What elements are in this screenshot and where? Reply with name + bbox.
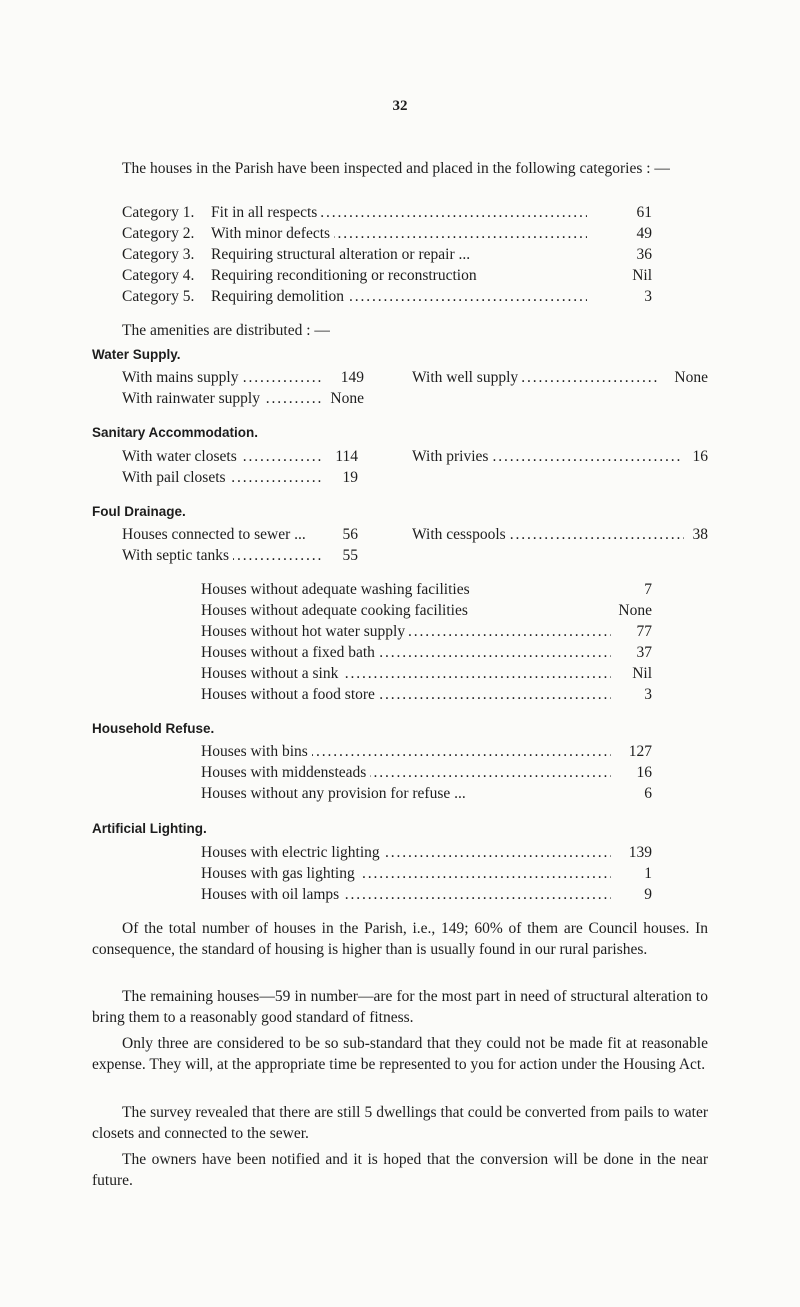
facility-label: Houses without hot water supply . . . <box>201 621 611 642</box>
category-desc: Requiring structural alteration or repair ... <box>211 246 471 263</box>
category-desc: Requiring reconditioning or reconstruction <box>211 267 477 284</box>
drainage-left-value: 55 <box>342 547 358 564</box>
facility-value: Nil <box>632 665 652 682</box>
category-desc: Fit in all respects . . . <box>211 202 587 223</box>
categories-intro: The houses in the Parish have been inspected and placed in the following categories : — <box>122 160 670 177</box>
facility-value: 3 <box>644 686 652 703</box>
paragraph: The owners have been notified and it is hoped that the conversion will be done in the near future. <box>92 1151 708 1189</box>
category-label: Category 4. <box>122 267 195 284</box>
facility-value: None <box>618 602 652 619</box>
refuse-heading: Household Refuse. <box>92 721 215 736</box>
drainage-right-value: 38 <box>692 526 708 543</box>
category-label: Category 2. <box>122 225 195 242</box>
drainage-heading: Foul Drainage. <box>92 504 186 519</box>
category-label: Category 5. <box>122 288 195 305</box>
lighting-heading: Artificial Lighting. <box>92 821 207 836</box>
sanitary-heading: Sanitary Accommodation. <box>92 425 259 440</box>
facility-label: Houses without a fixed bath . . . <box>201 642 611 663</box>
water-right-label: With well supply . . . <box>412 367 658 388</box>
category-value: 3 <box>644 288 652 305</box>
refuse-value: 6 <box>644 785 652 802</box>
lighting-label: Houses with electric lighting . . . <box>201 842 611 863</box>
facility-label: Houses without adequate cooking facilities <box>201 602 468 619</box>
lighting-label: Houses with gas lighting . . . <box>201 863 611 884</box>
refuse-label: Houses without any provision for refuse ... <box>201 785 466 802</box>
water-left-value: 149 <box>340 369 364 386</box>
water-left-label: With rainwater supply . . . <box>122 388 322 409</box>
sanitary-left-value: 114 <box>335 448 358 465</box>
category-desc: With minor defects . . . <box>211 223 587 244</box>
facility-label: Houses without adequate washing facilities <box>201 581 470 598</box>
paragraph: The remaining houses—59 in number—are for the most part in need of structural alteration to bring them to a reasonably good standard of fitness. <box>92 988 708 1026</box>
water-supply-heading: Water Supply. <box>92 347 181 362</box>
drainage-left-label: Houses connected to sewer ... <box>122 526 306 543</box>
category-value: 61 <box>636 204 652 221</box>
sanitary-right-value: 16 <box>692 448 708 465</box>
sanitary-right-label: With privies . . . <box>412 446 682 467</box>
sanitary-left-value: 19 <box>342 469 358 486</box>
drainage-right-label: With cesspools . . . <box>412 524 684 545</box>
category-value: Nil <box>632 267 652 284</box>
category-value: 36 <box>636 246 652 263</box>
water-left-label: With mains supply . . . <box>122 367 322 388</box>
lighting-label: Houses with oil lamps . . . <box>201 884 611 905</box>
refuse-label: Houses with middensteads . . . <box>201 762 611 783</box>
drainage-left-label: With septic tanks . . . <box>122 545 322 566</box>
refuse-value: 127 <box>628 743 652 760</box>
facility-value: 7 <box>644 581 652 598</box>
facility-value: 37 <box>636 644 652 661</box>
drainage-left-value: 56 <box>342 526 358 543</box>
facility-label: Houses without a food store . . . <box>201 684 611 705</box>
water-right-value: None <box>674 369 708 386</box>
category-desc: Requiring demolition . . . <box>211 286 587 307</box>
category-label: Category 3. <box>122 246 195 263</box>
paragraph: Only three are considered to be so sub-standard that they could not be made fit at reasonable expense. They will, at the appropriate time be represented to you for action under the Housing Act. <box>92 1035 708 1073</box>
facility-value: 77 <box>636 623 652 640</box>
water-left-value: None <box>330 390 364 407</box>
facility-label: Houses without a sink . . . <box>201 663 611 684</box>
sanitary-left-label: With pail closets . . . <box>122 467 322 488</box>
refuse-value: 16 <box>636 764 652 781</box>
lighting-value: 139 <box>628 844 652 861</box>
lighting-value: 9 <box>644 886 652 903</box>
sanitary-left-label: With water closets . . . <box>122 446 322 467</box>
page-number: 32 <box>392 98 408 114</box>
category-label: Category 1. <box>122 204 195 221</box>
paragraph: Of the total number of houses in the Parish, i.e., 149; 60% of them are Council houses. In consequence, the standard of housing is higher than is usually found in our rural parishes. <box>92 920 708 958</box>
refuse-label: Houses with bins . . . <box>201 741 611 762</box>
category-value: 49 <box>636 225 652 242</box>
amenities-intro: The amenities are distributed : — <box>122 322 330 339</box>
lighting-value: 1 <box>644 865 652 882</box>
paragraph: The survey revealed that there are still 5 dwellings that could be converted from pails to water closets and connected to the sewer. <box>92 1104 708 1142</box>
